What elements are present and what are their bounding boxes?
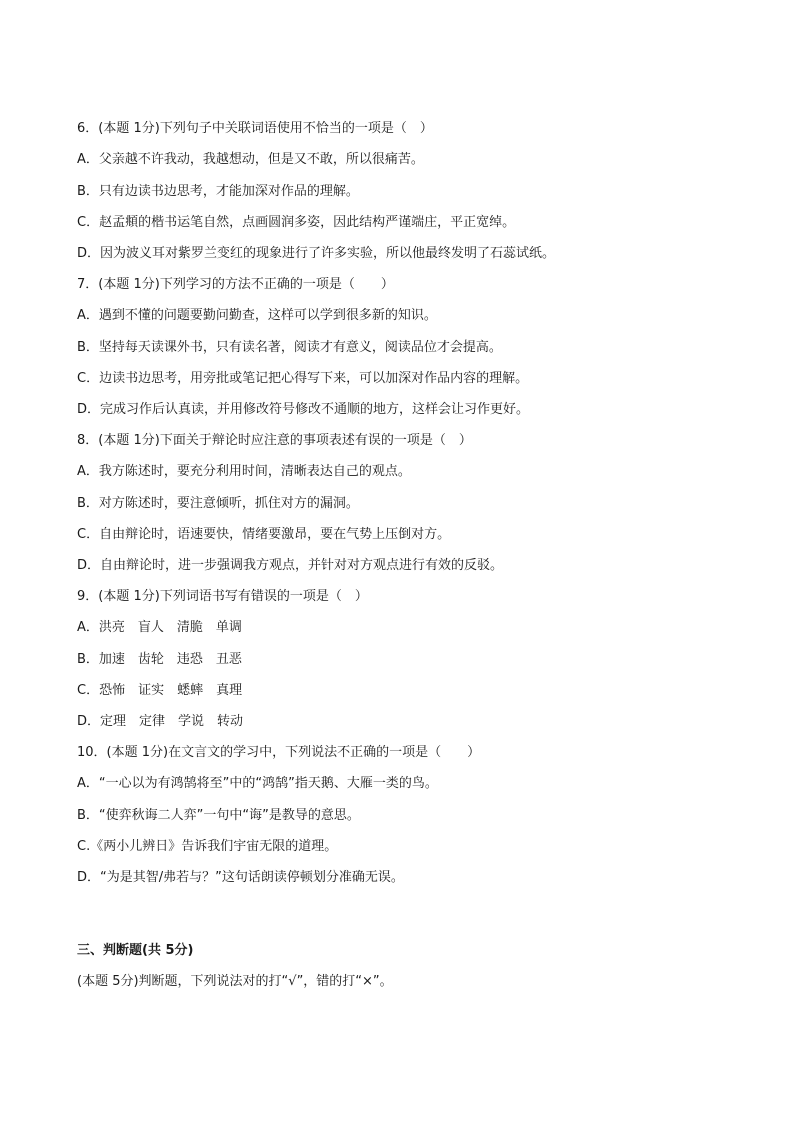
question-7-option-d: D．完成习作后认真读，并用修改符号修改不通顺的地方，这样会让习作更好。 (77, 402, 530, 417)
question-6-stem: 6．(本题 1分)下列句子中关联词语使用不恰当的一项是（ ） (77, 121, 433, 136)
question-6-option-c: C．赵孟頫的楷书运笔自然，点画圆润多姿，因此结构严谨端庄，平正宽绰。 (77, 215, 516, 230)
question-9-option-b: B．加速 齿轮 违恐 丑恶 (77, 652, 242, 667)
question-7-option-a: A．遇到不懂的问题要勤问勤查，这样可以学到很多新的知识。 (77, 308, 437, 323)
question-9-option-c: C．恐怖 证实 蟋蟀 真理 (77, 683, 243, 698)
question-8-stem: 8．(本题 1分)下面关于辩论时应注意的事项表述有误的一项是（ ） (77, 433, 472, 448)
question-7-option-b: B．坚持每天读课外书，只有读名著，阅读才有意义，阅读品位才会提高。 (77, 340, 502, 355)
section-title: 三、判断题(共 5分) (77, 943, 194, 958)
question-8-option-d: D．自由辩论时，进一步强调我方观点，并针对对方观点进行有效的反驳。 (77, 558, 504, 573)
question-10-stem: 10．(本题 1分)在文言文的学习中，下列说法不正确的一项是（ ） (77, 745, 481, 760)
question-9-option-d: D．定理 定律 学说 转动 (77, 714, 244, 729)
question-10-option-c: C.《两小儿辨日》告诉我们宇宙无限的道理。 (77, 839, 338, 854)
section-instruction: (本题 5分)判断题，下列说法对的打“√”，错的打“×”。 (77, 974, 393, 989)
question-10-option-a: A．“一心以为有鸿鹄将至”中的“鸿鹄”指天鹅、大雁一类的鸟。 (77, 776, 438, 791)
question-7-option-c: C．边读书边思考，用旁批或笔记把心得写下来，可以加深对作品内容的理解。 (77, 371, 529, 386)
question-7-stem: 7．(本题 1分)下列学习的方法不正确的一项是（ ） (77, 277, 394, 292)
question-6-option-a: A．父亲越不许我动，我越想动，但是又不敢，所以很痛苦。 (77, 152, 424, 167)
question-8-option-b: B．对方陈述时，要注意倾听，抓住对方的漏洞。 (77, 496, 359, 511)
question-9-stem: 9．(本题 1分)下列词语书写有错误的一项是（ ） (77, 589, 368, 604)
question-10-option-d: D．“为是其智/弗若与？”这句话朗读停顿划分准确无误。 (77, 870, 404, 885)
question-9-option-a: A．洪亮 盲人 清脆 单调 (77, 620, 242, 635)
question-6-option-d: D．因为波义耳对紫罗兰变红的现象进行了许多实验，所以他最终发明了石蕊试纸。 (77, 246, 556, 261)
question-8-option-c: C．自由辩论时，语速要快，情绪要激昂，要在气势上压倒对方。 (77, 527, 451, 542)
question-6-option-b: B．只有边读书边思考，才能加深对作品的理解。 (77, 184, 359, 199)
question-10-option-b: B．“使弈秋诲二人弈”一句中“诲”是教导的意思。 (77, 808, 360, 823)
question-8-option-a: A．我方陈述时，要充分利用时间，清晰表达自己的观点。 (77, 464, 411, 479)
